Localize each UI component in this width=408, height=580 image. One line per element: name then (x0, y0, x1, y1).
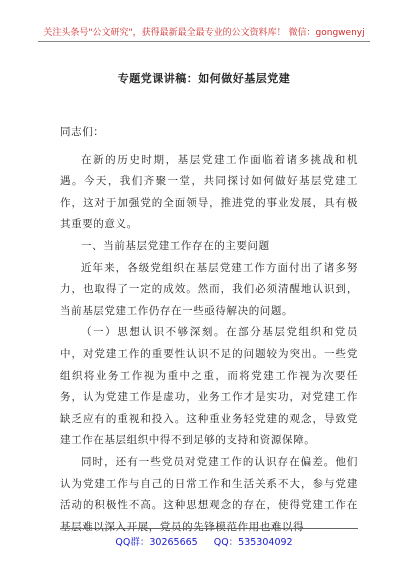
paragraph: 近年来，各级党组织在基层党建工作方面付出了诸多努力，也取得了一定的成效。然而，我们必须清醒地认识到，当前基层党建工作仍存在一些亟待解决的问题。 (60, 261, 358, 317)
footer-divider (60, 528, 358, 529)
paragraph-intro: 在新的历史时期，基层党建工作面临着诸多挑战和机遇。今天，我们齐聚一堂，共同探讨如何做好基层党建工作，这对于加强党的全面领导，推进党的事业发展，具有极其重要的意义。 (60, 153, 358, 231)
header-divider (38, 41, 370, 42)
footer-qq: QQ：535304092 (213, 537, 293, 548)
paragraph: 同时，还有一些党员对党建工作的认识存在偏差。他们认为党建工作与自己的日常工作和生活关系不大，参与党建活动的积极性不高。这种思想观念的存在，使得党建工作在基层难以深入开展，党员的先锋模范作用也难以得 (60, 455, 358, 533)
footer-qq-group: QQ群：30265665 (115, 537, 198, 548)
paragraph: （一）思想认识不够深刻。在部分基层党组织和党员中，对党建工作的重要性认识不足的问题较为突出。一些党组织将业务工作视为重中之重，而将党建工作视为次要任务，认为党建工作是虚功，业务工作才是实功，对党建工作缺乏应有的重视和投入。这种重业务轻党建的观念，导致党建工作在基层组织中得不到足够的支持和资源保障。 (60, 326, 358, 447)
document-body (60, 122, 358, 538)
document-title: 专题党课讲稿：如何做好基层党建 (117, 72, 291, 85)
section-heading: 一、当前基层党建工作存在的主要问题 (81, 239, 270, 252)
salutation: 同志们： (60, 126, 105, 138)
footer-contacts (0, 534, 408, 548)
header-promo-note: 关注头条号"公文研究"，获得最新最全最专业的公文资料库！ 微信：gongwenyj (43, 28, 365, 38)
